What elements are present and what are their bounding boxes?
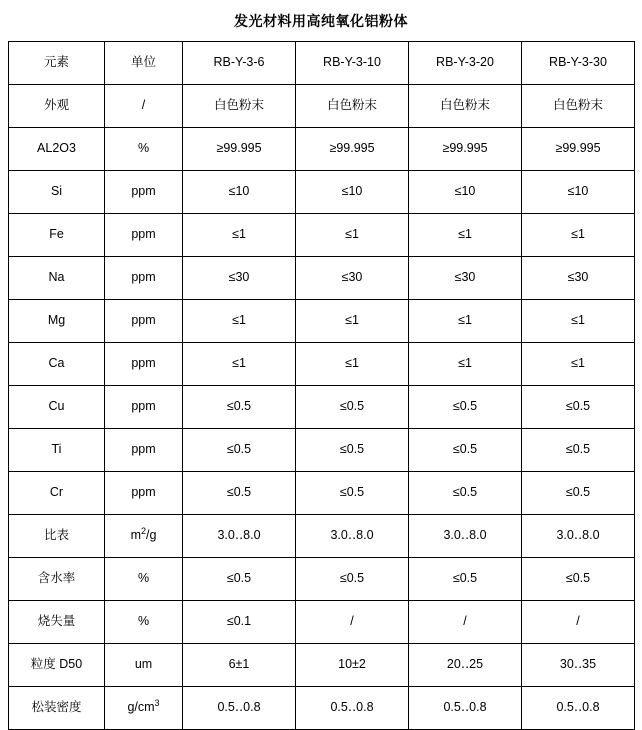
table-row — [9, 644, 635, 687]
row-label: Fe — [9, 214, 105, 257]
unit-superscript: 2 — [140, 526, 146, 537]
table-row — [9, 429, 635, 472]
row-unit: ppm — [105, 257, 183, 300]
unit-base: g/cm — [127, 700, 155, 715]
cell-value: ≤10 — [183, 171, 296, 214]
table-row — [9, 515, 635, 558]
cell-value: ≤30 — [409, 257, 522, 300]
table-row — [9, 687, 635, 730]
cell-value: 3.0‥8.0 — [296, 515, 409, 558]
cell-value: ≥99.995 — [296, 128, 409, 171]
table-row — [9, 601, 635, 644]
cell-value: ≤0.5 — [296, 472, 409, 515]
table-row — [9, 85, 635, 128]
row-unit: ppm — [105, 214, 183, 257]
column-header-element: 元素 — [9, 42, 105, 85]
row-unit: % — [105, 558, 183, 601]
table-header-row — [9, 42, 635, 85]
cell-value: ≤30 — [522, 257, 635, 300]
cell-value: 3.0‥8.0 — [183, 515, 296, 558]
cell-value: 20‥25 — [409, 644, 522, 687]
cell-value: ≤0.5 — [183, 558, 296, 601]
cell-value: / — [296, 601, 409, 644]
cell-value: ≤0.5 — [522, 472, 635, 515]
column-header-rb-y-3-30: RB-Y-3-30 — [522, 42, 635, 85]
table-row — [9, 214, 635, 257]
row-unit: / — [105, 85, 183, 128]
cell-value: ≤1 — [296, 300, 409, 343]
cell-value: 30‥35 — [522, 644, 635, 687]
cell-value: ≤0.5 — [183, 429, 296, 472]
cell-value: 白色粉末 — [522, 85, 635, 128]
cell-value: ≤1 — [409, 300, 522, 343]
cell-value: 6±1 — [183, 644, 296, 687]
cell-value: / — [409, 601, 522, 644]
row-label: 含水率 — [9, 558, 105, 601]
cell-value: ≤1 — [409, 343, 522, 386]
cell-value: ≤0.5 — [409, 558, 522, 601]
row-label: 烧失量 — [9, 601, 105, 644]
row-label: Ti — [9, 429, 105, 472]
cell-value: 0.5‥0.8 — [409, 687, 522, 730]
page-title: 发光材料用高纯氧化铝粉体 — [234, 13, 408, 29]
cell-value: ≤1 — [183, 300, 296, 343]
cell-value: ≤1 — [409, 214, 522, 257]
cell-value: 0.5‥0.8 — [296, 687, 409, 730]
row-unit: ppm — [105, 386, 183, 429]
cell-value: / — [522, 601, 635, 644]
cell-value: 0.5‥0.8 — [522, 687, 635, 730]
table-row — [9, 472, 635, 515]
row-unit: ppm — [105, 343, 183, 386]
column-header-rb-y-3-20: RB-Y-3-20 — [409, 42, 522, 85]
cell-value: ≤1 — [296, 343, 409, 386]
row-label: AL2O3 — [9, 128, 105, 171]
row-label: 比表 — [9, 515, 105, 558]
table-row — [9, 257, 635, 300]
cell-value: ≥99.995 — [409, 128, 522, 171]
cell-value: ≥99.995 — [522, 128, 635, 171]
cell-value: ≤30 — [296, 257, 409, 300]
cell-value: ≤0.5 — [409, 472, 522, 515]
table-body — [9, 42, 635, 730]
cell-value: ≤1 — [296, 214, 409, 257]
column-header-rb-y-3-10: RB-Y-3-10 — [296, 42, 409, 85]
row-label: Cu — [9, 386, 105, 429]
cell-value: 10±2 — [296, 644, 409, 687]
row-label: 松装密度 — [9, 687, 105, 730]
cell-value: ≤0.5 — [183, 472, 296, 515]
row-unit: % — [105, 128, 183, 171]
cell-value: ≤0.5 — [522, 558, 635, 601]
cell-value: ≤1 — [522, 214, 635, 257]
cell-value: 白色粉末 — [183, 85, 296, 128]
unit-tail: /g — [146, 528, 157, 543]
cell-value: ≤30 — [183, 257, 296, 300]
row-unit — [105, 515, 183, 558]
row-label: Si — [9, 171, 105, 214]
unit-superscript: 3 — [154, 698, 160, 709]
unit-base: m — [130, 528, 141, 543]
cell-value: ≤1 — [522, 300, 635, 343]
cell-value: ≤10 — [409, 171, 522, 214]
cell-value: ≤1 — [183, 343, 296, 386]
row-unit: ppm — [105, 300, 183, 343]
cell-value: 3.0‥8.0 — [522, 515, 635, 558]
cell-value: ≤0.5 — [296, 558, 409, 601]
column-header-unit: 单位 — [105, 42, 183, 85]
cell-value: 白色粉末 — [296, 85, 409, 128]
row-label: Cr — [9, 472, 105, 515]
cell-value: 0.5‥0.8 — [183, 687, 296, 730]
cell-value: ≤0.5 — [183, 386, 296, 429]
cell-value: ≤0.5 — [296, 429, 409, 472]
cell-value: ≤0.1 — [183, 601, 296, 644]
cell-value: ≤0.5 — [409, 429, 522, 472]
cell-value: ≤10 — [296, 171, 409, 214]
cell-value: 3.0‥8.0 — [409, 515, 522, 558]
table-row — [9, 343, 635, 386]
row-unit: um — [105, 644, 183, 687]
row-label: 外观 — [9, 85, 105, 128]
table-row — [9, 128, 635, 171]
cell-value: ≤1 — [522, 343, 635, 386]
table-row — [9, 386, 635, 429]
table-row — [9, 300, 635, 343]
cell-value: ≤0.5 — [409, 386, 522, 429]
row-unit — [105, 687, 183, 730]
row-unit: % — [105, 601, 183, 644]
cell-value: ≤1 — [183, 214, 296, 257]
cell-value: ≤10 — [522, 171, 635, 214]
row-label: Mg — [9, 300, 105, 343]
cell-value: ≥99.995 — [183, 128, 296, 171]
cell-value: ≤0.5 — [522, 386, 635, 429]
row-unit: ppm — [105, 472, 183, 515]
row-unit: ppm — [105, 171, 183, 214]
cell-value: 白色粉末 — [409, 85, 522, 128]
table-row — [9, 171, 635, 214]
specification-table — [8, 41, 635, 730]
row-label: 粒度 D50 — [9, 644, 105, 687]
cell-value: ≤0.5 — [296, 386, 409, 429]
cell-value: ≤0.5 — [522, 429, 635, 472]
row-label: Na — [9, 257, 105, 300]
row-unit: ppm — [105, 429, 183, 472]
row-label: Ca — [9, 343, 105, 386]
table-row — [9, 558, 635, 601]
column-header-rb-y-3-6: RB-Y-3-6 — [183, 42, 296, 85]
